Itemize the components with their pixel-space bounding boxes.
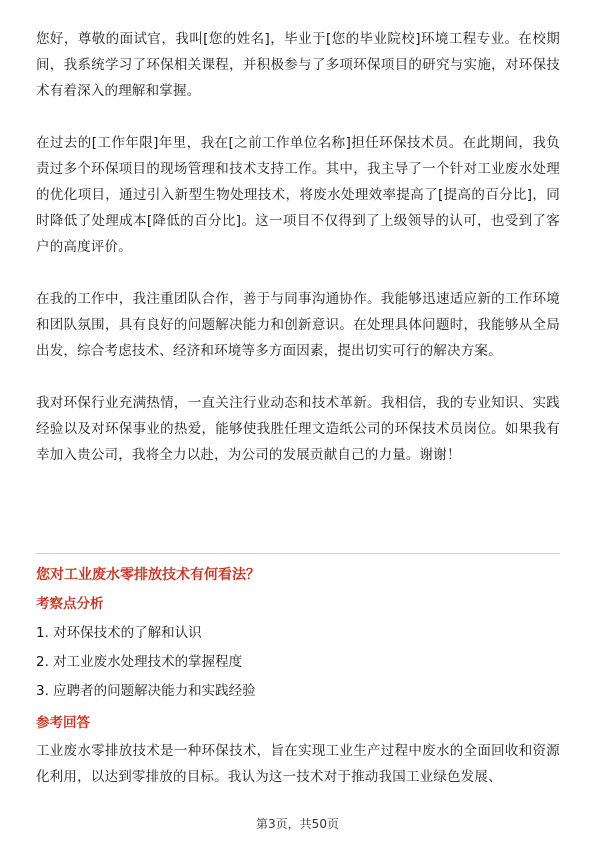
section-divider <box>36 553 560 554</box>
answer-heading: 参考回答 <box>36 715 90 731</box>
intro-paragraph-4: 我对环保行业充满热情，一直关注行业动态和技术革新。我相信，我的专业知识、实践经验以及对环保事业的热爱，能够使我胜任理文造纸公司的环保技术员岗位。如果我有幸加入贵公司，我将全力以赴，为公司的发展贡献自己的力量。谢谢！ <box>36 395 560 463</box>
self-introduction <box>36 26 560 468</box>
list-item: 3. 应聘者的问题解决能力和实践经验 <box>36 683 256 699</box>
question-heading: 您对工业废水零排放技术有何看法？ <box>36 567 260 583</box>
intro-paragraph-2: 在过去的[工作年限]年里，我在[之前工作单位名称]担任环保技术员。在此期间，我负责过多个环保项目的现场管理和技术支持工作。其中，我主导了一个针对工业废水处理的优化项目，通过引入新型生物处理技术，将废水处理效率提高了[提高的百分比]，同时降低了处理成本[降低的百分比]。这一项目不仅得到了上级领导的认可，也受到了客户的高度评价。 <box>36 135 560 255</box>
list-item: 2. 对工业废水处理技术的掌握程度 <box>36 654 243 670</box>
interview-question-block <box>36 563 560 790</box>
intro-paragraph-3: 在我的工作中，我注重团队合作，善于与同事沟通协作。我能够迅速适应新的工作环境和团队氛围，具有良好的问题解决能力和创新意识。在处理具体问题时，我能够从全局出发，综合考虑技术、经济和环境等多方面因素，提出切实可行的解决方案。 <box>36 291 560 359</box>
page-number: 第3页，共50页 <box>256 817 339 831</box>
list-item: 1. 对环保技术的了解和认识 <box>36 625 202 641</box>
analysis-heading: 考察点分析 <box>36 596 104 612</box>
analysis-list <box>36 619 560 706</box>
intro-paragraph-1: 您好，尊敬的面试官，我叫[您的姓名]，毕业于[您的毕业院校]环境工程专业。在校期间，我系统学习了环保相关课程，并积极参与了多项环保项目的研究与实施，对环保技术有着深入的理解和掌握。 <box>36 31 560 99</box>
answer-text: 工业废水零排放技术是一种环保技术，旨在实现工业生产过程中废水的全面回收和资源化利用，以达到零排放的目标。我认为这一技术对于推动我国工业绿色发展、 <box>36 743 560 785</box>
